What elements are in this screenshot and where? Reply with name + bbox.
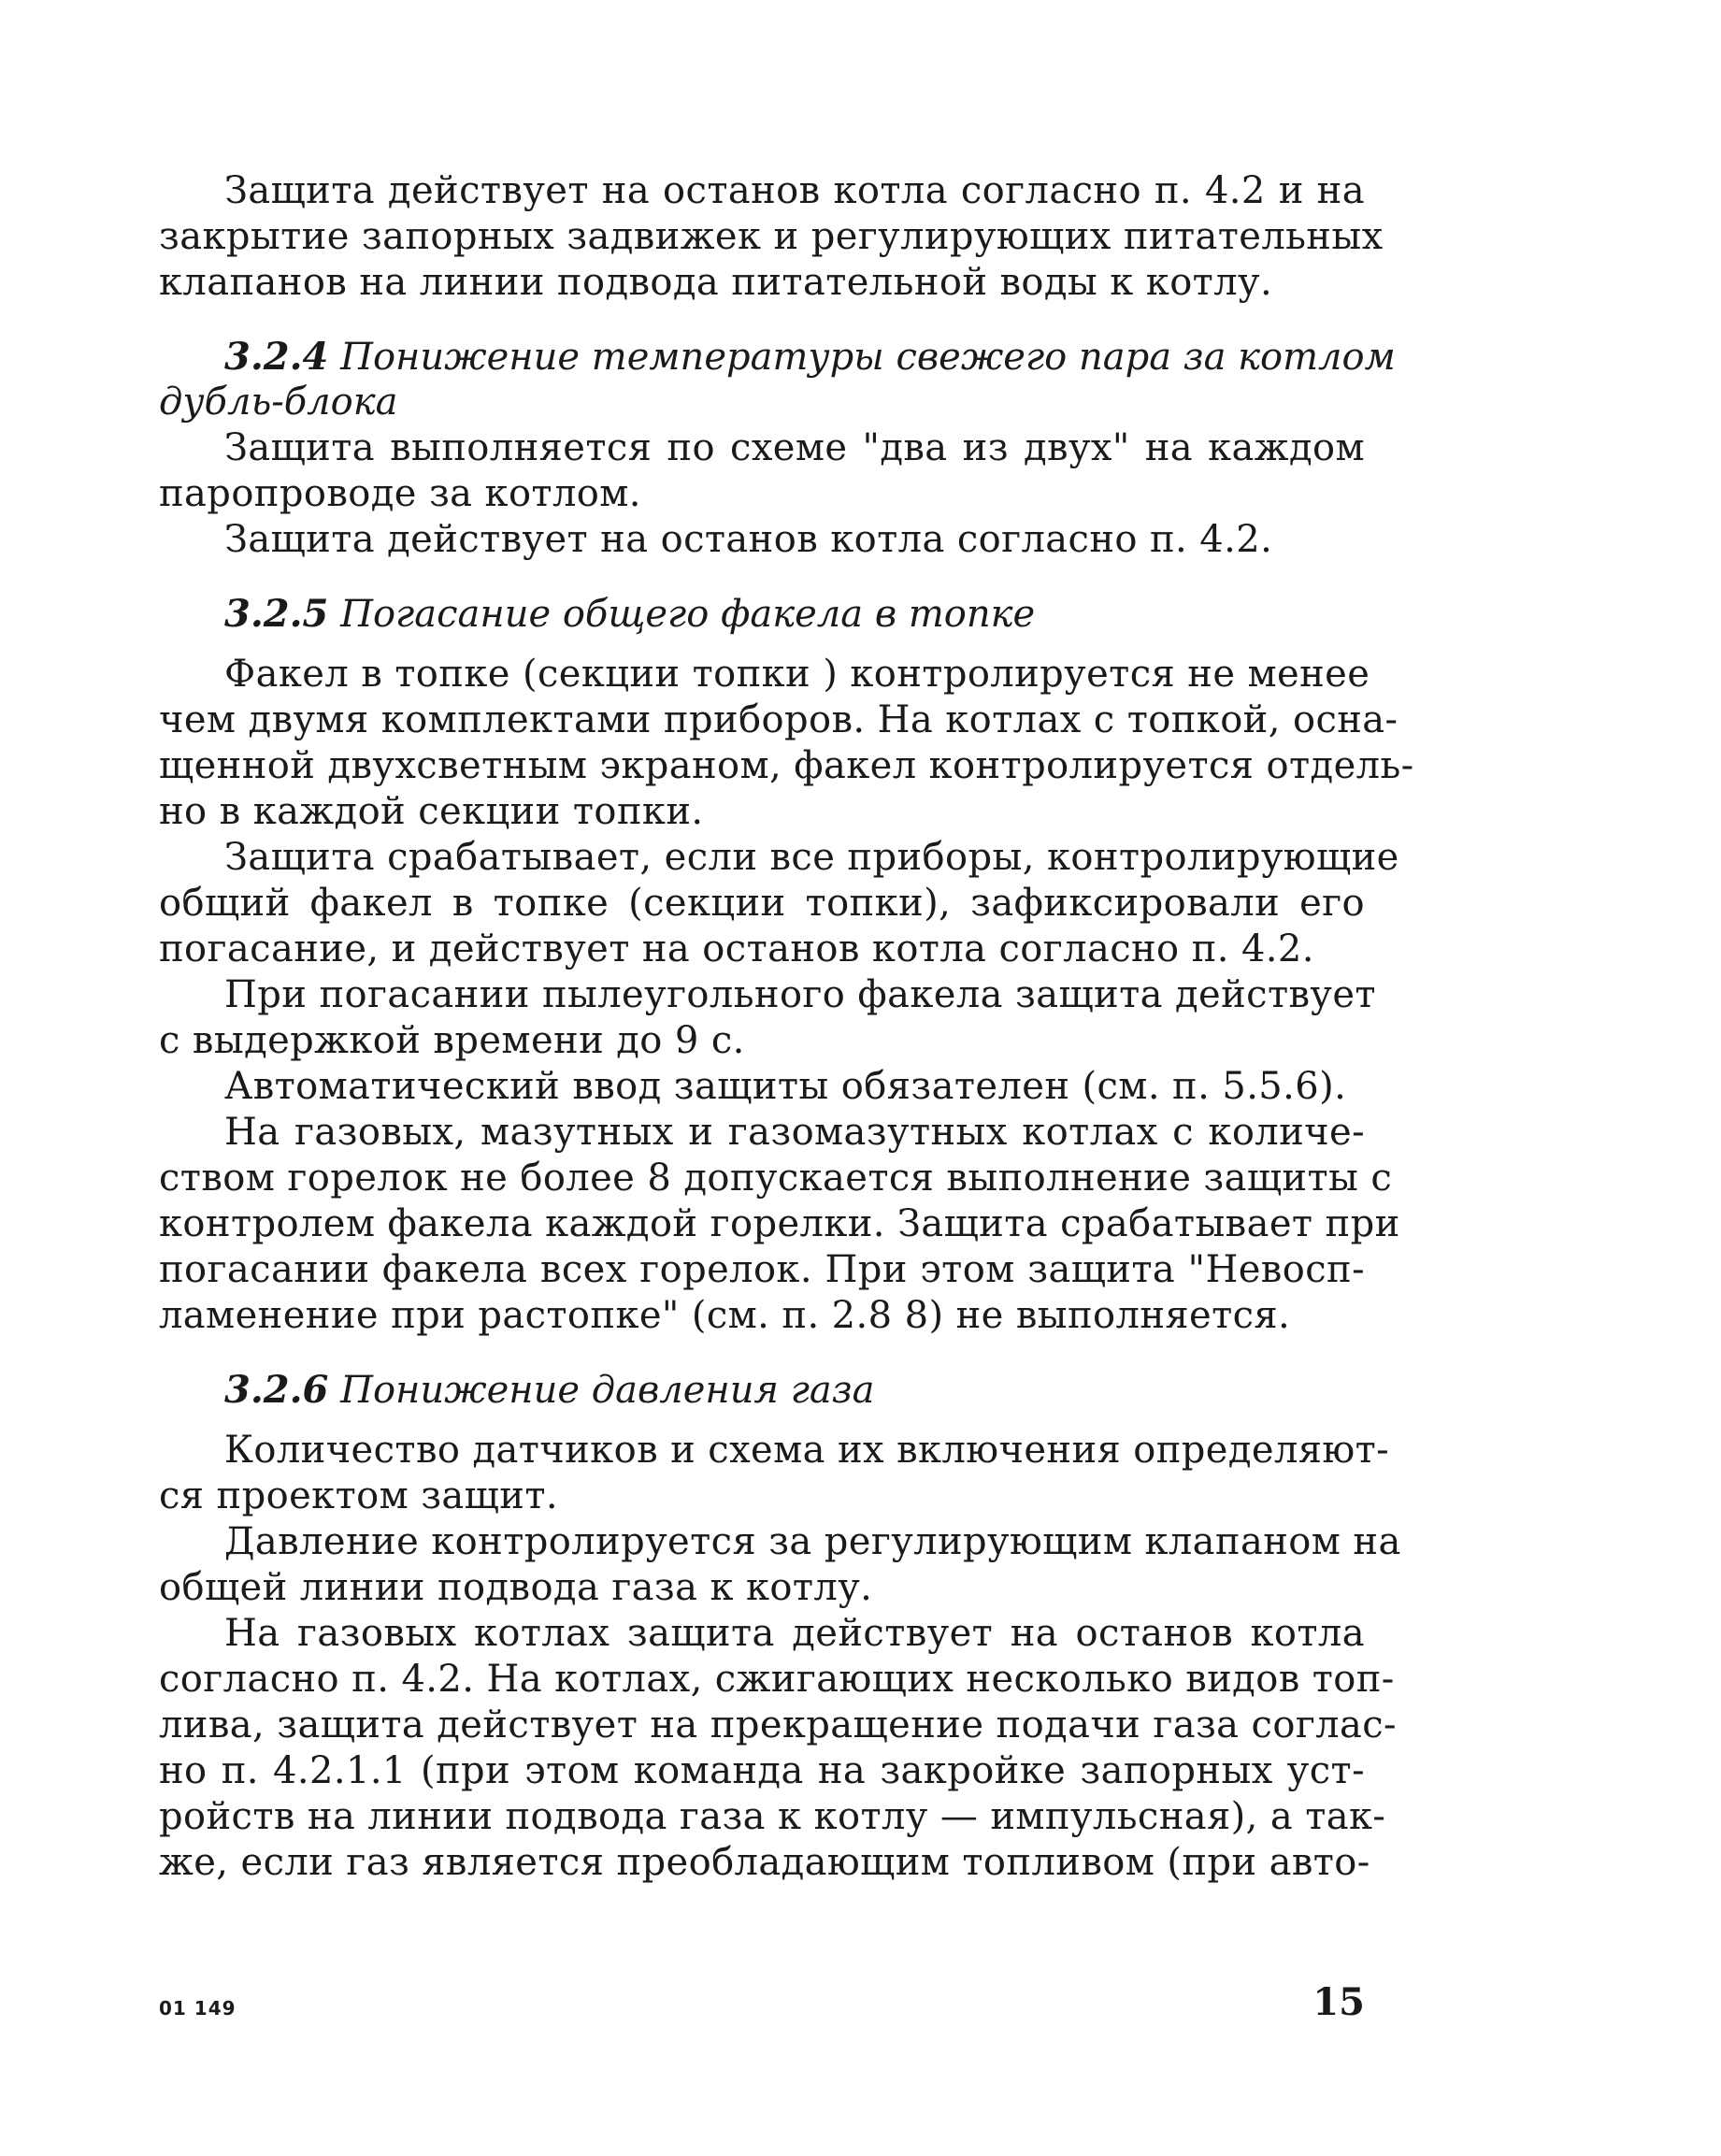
- text-line: погасание, и действует на останов котла согласно п. 4.2.: [159, 927, 1314, 970]
- text-line: общий факел в топке (секции топки), зафиксировали его: [159, 882, 1365, 925]
- text-line: Факел в топке (секции топки ) контролируется не менее: [224, 653, 1370, 696]
- paragraph-intro: [159, 168, 1384, 306]
- text-line: Давление контролируется за регулирующим клапаном на: [224, 1520, 1401, 1563]
- text-line: Защита действует на останов котла согласно п. 4.2 и на: [224, 169, 1365, 212]
- text-line: же, если газ является преобладающим топливом (при авто-: [159, 1841, 1370, 1884]
- text-line: контролем факела каждой горелки. Защита срабатывает при: [159, 1202, 1400, 1245]
- section-number: 3.2.4: [224, 335, 329, 379]
- section-heading-3-2-6: [159, 1367, 1365, 1413]
- section-title: Понижение давления газа: [340, 1369, 875, 1412]
- text-line: общей линии подвода газа к котлу.: [159, 1566, 873, 1609]
- section-title: Погасание общего факела в топке: [340, 593, 1036, 636]
- text-line: На газовых котлах защита действует на останов котла: [224, 1612, 1365, 1655]
- section-title-continued: дубль-блока: [159, 381, 398, 424]
- text-line: При погасании пылеугольного факела защита действует: [224, 973, 1376, 1016]
- text-line: согласно п. 4.2. На котлах, сжигающих несколько видов топ-: [159, 1658, 1395, 1701]
- page-body: [159, 168, 1414, 1886]
- text-line: щенной двухсветным экраном, факел контролируется отдель-: [159, 744, 1414, 787]
- text-line: закрытие запорных задвижек и регулирующих питательных: [159, 215, 1384, 258]
- section-number: 3.2.6: [224, 1368, 329, 1412]
- text-line: клапанов на линии подвода питательной воды к котлу.: [159, 261, 1273, 304]
- section-title: Понижение температуры свежего пара за котлом: [340, 336, 1396, 379]
- text-line: Защита выполняется по схеме "два из двух" на каждом: [224, 426, 1365, 469]
- text-line: лива, защита действует на прекращение подачи газа соглас-: [159, 1703, 1397, 1746]
- text-line: ламенение при растопке" (см. п. 2.8 8) не выполняется.: [159, 1294, 1291, 1337]
- text-line: Защита действует на останов котла согласно п. 4.2.: [224, 518, 1273, 561]
- text-line: но в каждой секции топки.: [159, 790, 704, 833]
- text-line: паропроводе за котлом.: [159, 472, 641, 515]
- text-line: с выдержкой времени до 9 с.: [159, 1019, 745, 1062]
- text-line: чем двумя комплектами приборов. На котлах с топкой, осна-: [159, 698, 1398, 741]
- text-line: погасании факела всех горелок. При этом защита "Невосп-: [159, 1248, 1365, 1291]
- section-heading-3-2-4: [159, 334, 1396, 380]
- text-line: На газовых, мазутных и газомазутных котлах с количе-: [224, 1111, 1365, 1154]
- text-line: ройств на линии подвода газа к котлу — импульсная), а так-: [159, 1795, 1386, 1838]
- text-line: ся проектом защит.: [159, 1474, 558, 1517]
- text-line: Защита срабатывает, если все приборы, контролирующие: [224, 836, 1399, 879]
- section-number: 3.2.5: [224, 592, 329, 636]
- text-line: но п. 4.2.1.1 (при этом команда на закройке запорных уст-: [159, 1749, 1365, 1792]
- page-footer: [159, 1980, 1365, 2027]
- page-number: 15: [1312, 1980, 1365, 2024]
- text-line: Количество датчиков и схема их включения определяют-: [224, 1429, 1390, 1472]
- text-line: ством горелок не более 8 допускается выполнение защиты с: [159, 1157, 1393, 1200]
- print-code: 01 149: [159, 1997, 237, 2019]
- section-heading-3-2-5: [159, 591, 1365, 637]
- text-line: Автоматический ввод защиты обязателен (см. п. 5.5.6).: [224, 1065, 1347, 1108]
